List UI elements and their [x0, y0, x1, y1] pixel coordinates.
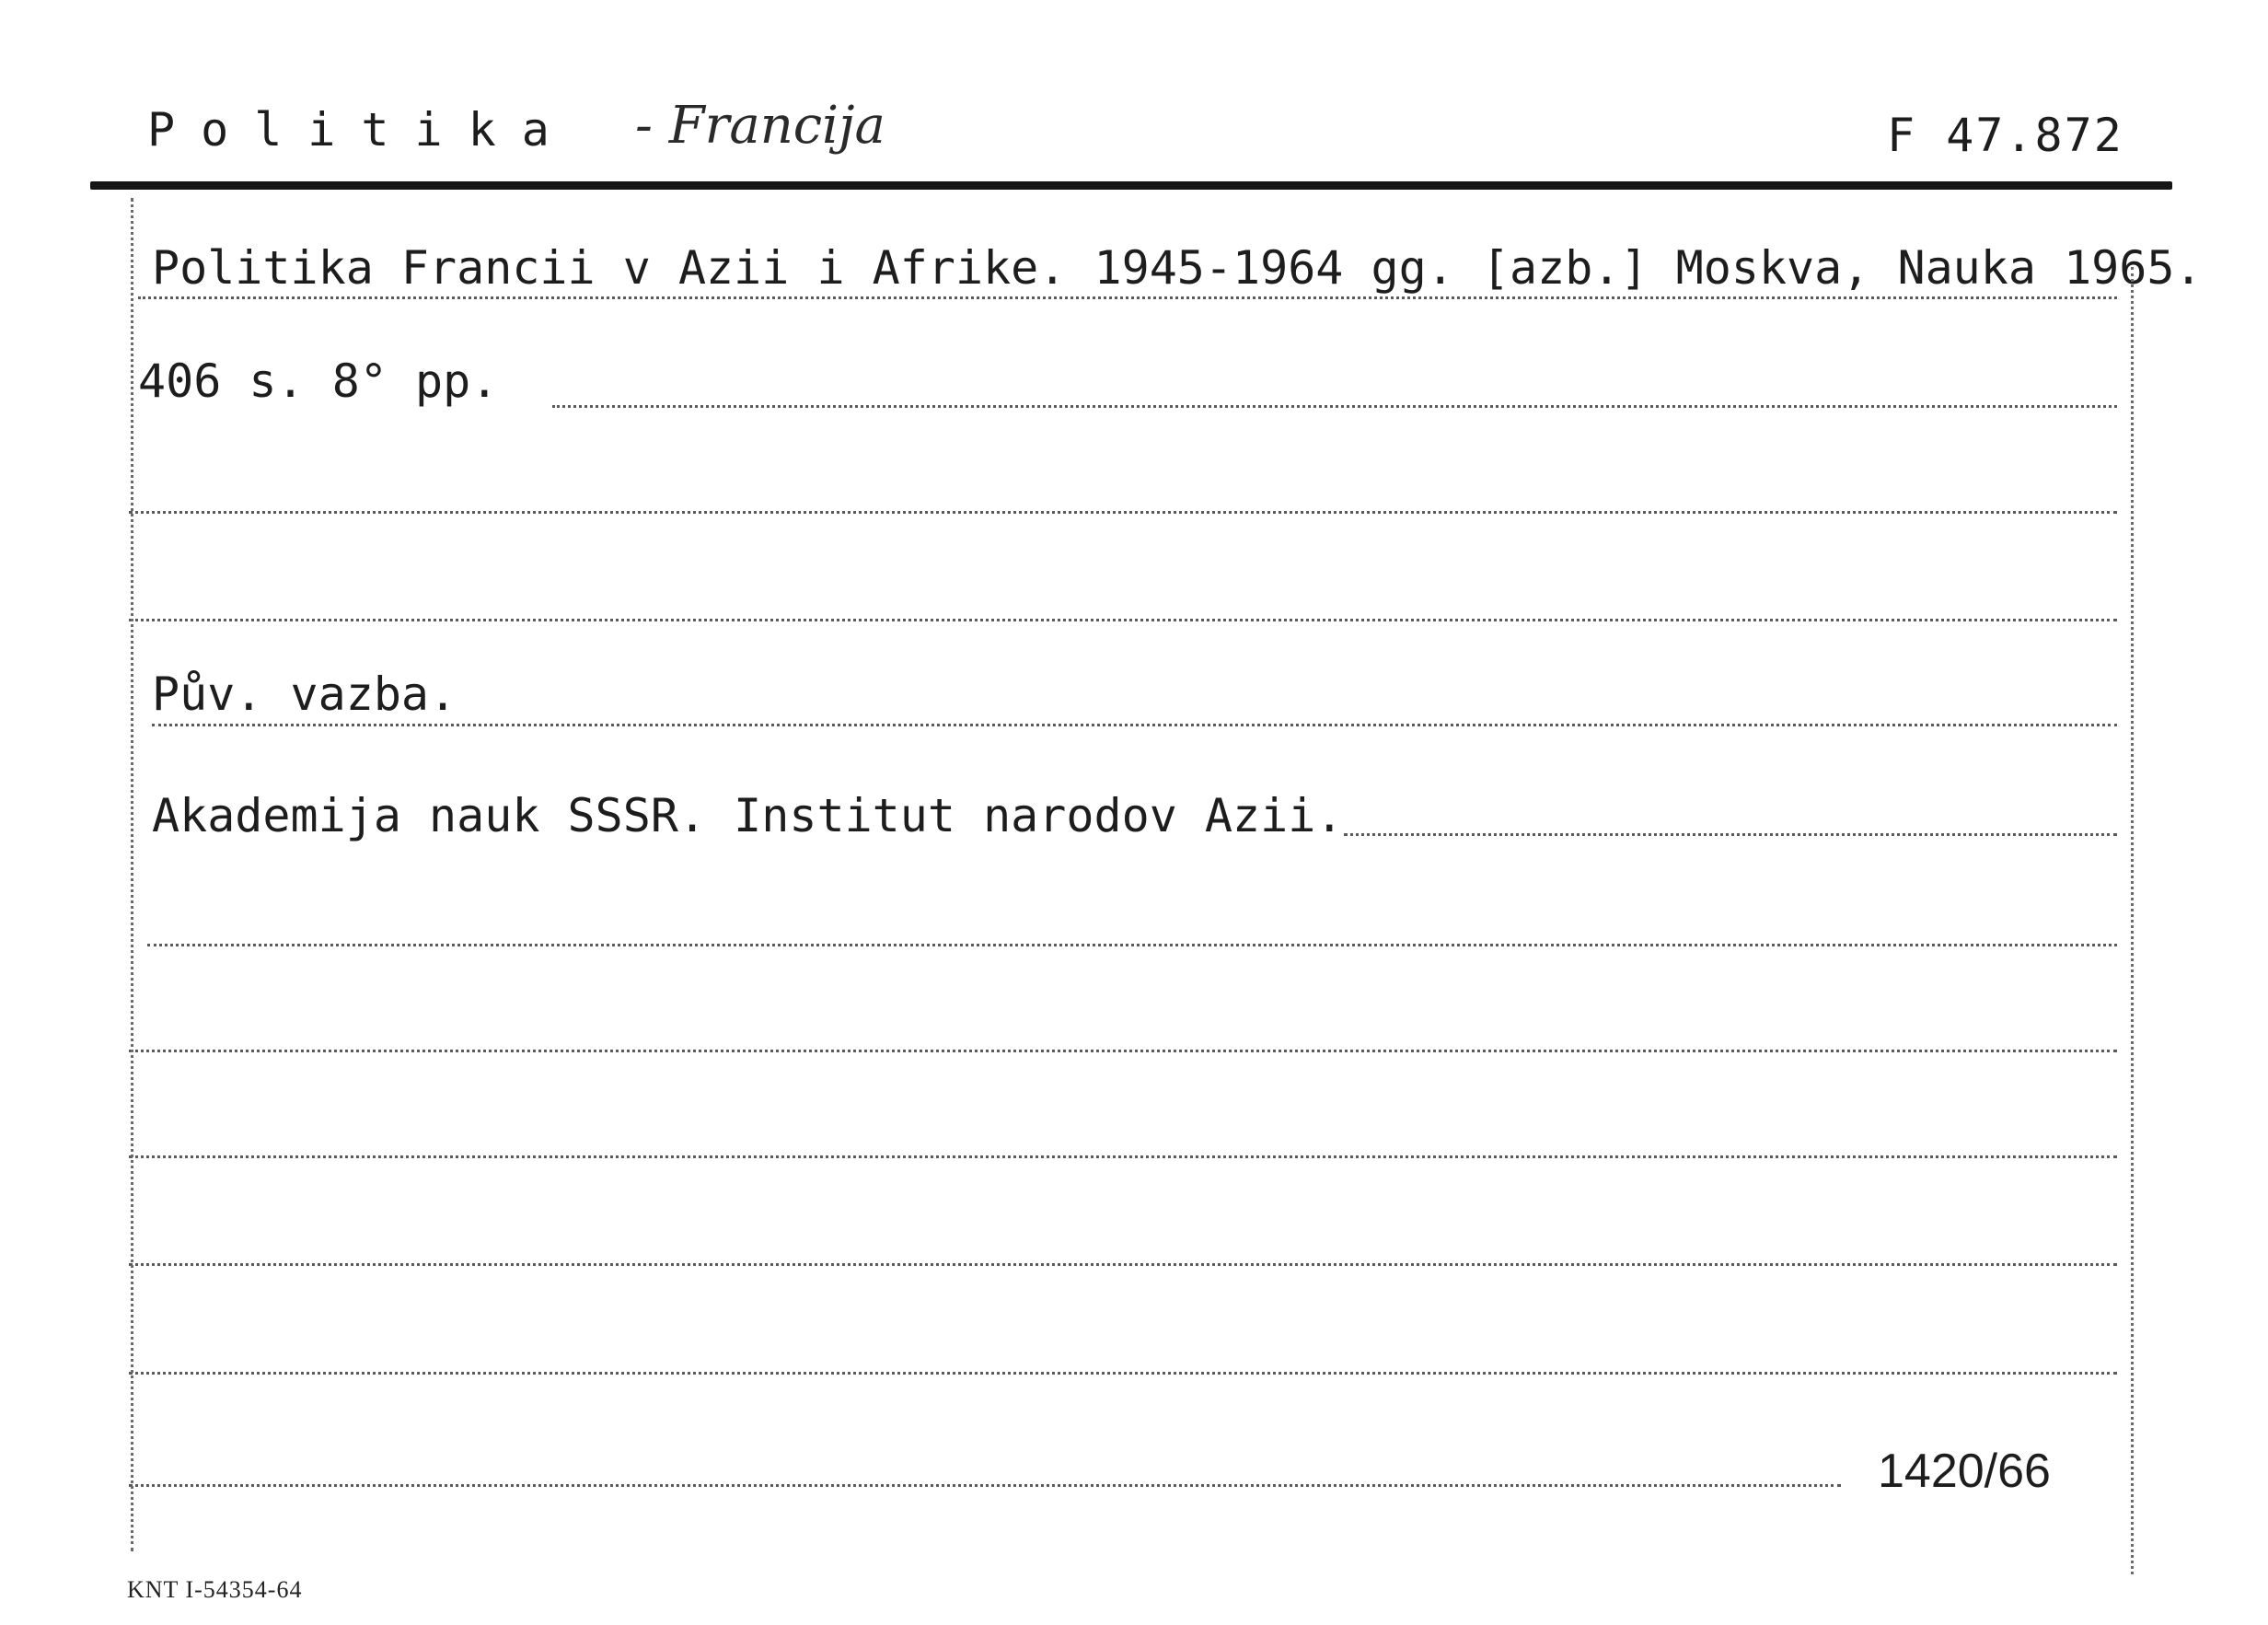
accession-number: 1420/66 — [1878, 1445, 2051, 1498]
right-margin-dots — [2131, 267, 2134, 1574]
shelfmark: F 47.872 — [1887, 109, 2123, 162]
subject-heading: Politika — [147, 103, 575, 157]
ruled-line — [147, 944, 2117, 946]
ruled-line — [129, 1050, 2117, 1052]
header-rule — [90, 181, 2172, 190]
ruled-line — [1344, 833, 2117, 836]
collation-line: 406 s. 8° pp. — [138, 354, 499, 408]
ruled-line — [129, 1372, 2117, 1375]
title-line: Politika Francii v Azii i Afrike. 1945-1964 gg. [azb.] Moskva, Nauka 1965. — [152, 241, 2203, 295]
ruled-line — [129, 511, 2117, 514]
corporate-author-note: Akademija nauk SSSR. Institut narodov Azii. — [152, 789, 1344, 842]
ruled-line — [138, 296, 2117, 299]
ruled-line — [152, 724, 2117, 726]
binding-note: Pův. vazba. — [152, 667, 457, 721]
left-margin-dots — [131, 198, 133, 1551]
footer-code: KNT I-54354-64 — [127, 1576, 303, 1603]
ruled-line — [552, 405, 2117, 408]
ruled-line — [129, 1155, 2117, 1158]
handwritten-subject-annotation: - Francija — [635, 96, 885, 156]
ruled-line — [129, 1263, 2117, 1266]
ruled-line — [129, 1484, 1841, 1487]
ruled-line — [129, 619, 2117, 621]
